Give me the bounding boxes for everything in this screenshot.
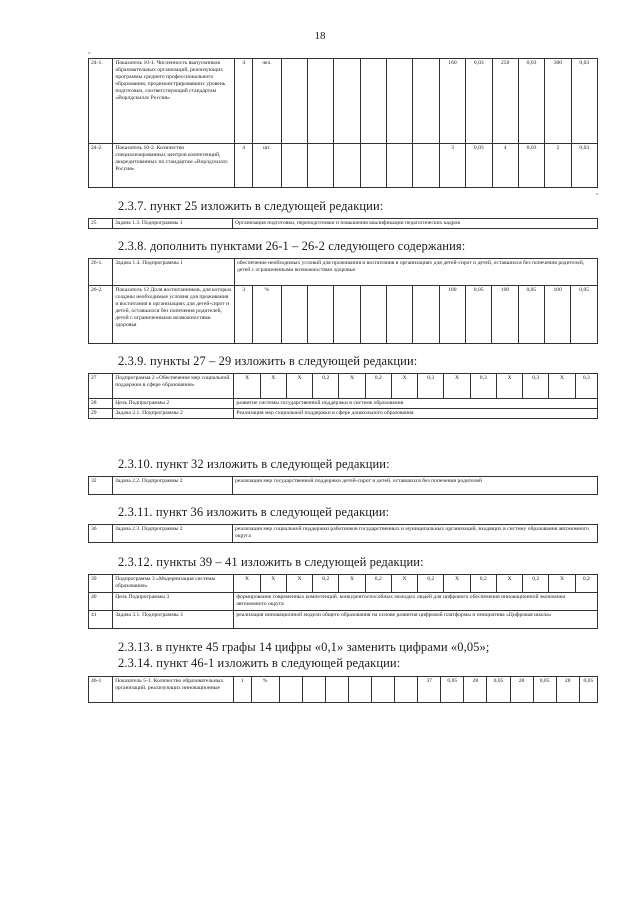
heading-2-3-9: 2.3.9. пункты 27 – 29 изложить в следующей редакции: xyxy=(118,354,418,368)
value-cell: 0,03 xyxy=(518,144,544,188)
row-number: 27 xyxy=(89,374,113,399)
value-cell: 0,03 xyxy=(518,59,544,144)
row-text: Реализация мер социальной поддержки в сфере дошкольного образования xyxy=(234,409,598,419)
value-cell xyxy=(360,144,386,188)
indicator-name: Показатель 12 Доля воспитанников, для которых созданы необходимые условия для проживания и воспитания в организациях для детей-сирот и детей, оставшихся без попечения родителей, детей с ограниченными возможностями здоровья xyxy=(113,286,235,344)
value-cell xyxy=(281,286,307,344)
value-cell: 0,3 xyxy=(575,374,597,399)
value-cell xyxy=(307,59,333,144)
value-cell xyxy=(395,677,418,703)
table-39 xyxy=(88,574,598,629)
value-cell: 0,2 xyxy=(418,575,444,593)
heading-2-3-13: 2.3.13. в пункте 45 графы 14 цифры «0,1» заменить цифрами «0,05»; xyxy=(118,640,490,654)
table-row xyxy=(89,259,598,286)
row-number: 36 xyxy=(89,525,113,543)
table-27 xyxy=(88,373,598,419)
row-number: 26-1. xyxy=(89,259,113,286)
value-cell: 0,05 xyxy=(571,286,598,344)
row-name: Задача 2.1. Подпрограммы 2 xyxy=(113,409,234,419)
value-cell xyxy=(334,144,360,188)
row-number: 24-1. xyxy=(89,59,113,144)
row-number: 25 xyxy=(89,219,113,229)
mark-cell: 4 xyxy=(235,144,253,188)
row-name: Подпрограмма 3 «Модернизация системы образования» xyxy=(113,575,234,593)
value-cell: X xyxy=(496,575,522,593)
unit-cell: шт. xyxy=(253,144,281,188)
unit-cell: чел. xyxy=(253,59,281,144)
unit-cell: % xyxy=(251,677,279,703)
value-cell: X xyxy=(286,374,312,399)
mark-cell: 3 xyxy=(234,286,252,344)
row-text: реализация мер государственной поддержки детей-сирот и детей, оставшихся без попечения родителей xyxy=(233,477,598,495)
value-cell xyxy=(348,677,371,703)
value-cell: X xyxy=(260,374,286,399)
value-cell: 0,05 xyxy=(465,286,491,344)
table-24 xyxy=(88,58,598,188)
quote-close-marker: » xyxy=(596,192,599,197)
value-cell: X xyxy=(391,575,417,593)
table-25 xyxy=(88,218,598,229)
value-cell xyxy=(386,286,412,344)
table-32 xyxy=(88,476,598,495)
row-name: Цель Подпрограммы 3 xyxy=(113,593,234,611)
table-row xyxy=(89,575,598,593)
value-cell: 0,2 xyxy=(365,374,391,399)
value-cell: 0,05 xyxy=(518,286,544,344)
row-name: Подпрограмма 2 «Обеспечение мер социальной поддержки в сфере образования» xyxy=(113,374,234,399)
value-cell: 2 xyxy=(545,144,571,188)
row-number: 29 xyxy=(89,409,113,419)
value-cell: X xyxy=(339,575,365,593)
value-cell: 0,03 xyxy=(466,59,492,144)
row-number: 24-2. xyxy=(89,144,113,188)
table-row xyxy=(89,219,598,229)
value-cell: 100 xyxy=(545,286,571,344)
row-number: 39 xyxy=(89,575,113,593)
value-cell: 0,2 xyxy=(470,575,496,593)
value-cell: 28 xyxy=(510,677,533,703)
value-cell: 0,3 xyxy=(470,374,496,399)
table-row xyxy=(89,374,598,399)
value-cell: X xyxy=(260,575,286,593)
value-cell xyxy=(307,144,333,188)
indicator-name: Показатель 10-2. Количество специализированных центров компетенций, аккредитованных по стандартам «Ворлдскиллс Россия» xyxy=(113,144,235,188)
row-name: Задача 3.1. Подпрограммы 3 xyxy=(113,611,234,629)
table-row xyxy=(89,593,598,611)
heading-2-3-11: 2.3.11. пункт 36 изложить в следующей редакции: xyxy=(118,505,390,519)
value-cell xyxy=(281,59,307,144)
value-cell xyxy=(325,677,348,703)
value-cell: X xyxy=(496,374,522,399)
table-26 xyxy=(88,258,598,344)
table-row xyxy=(89,286,598,344)
value-cell xyxy=(334,286,360,344)
value-cell: X xyxy=(234,575,260,593)
row-text: обеспечение необходимых условий для проживания и воспитания в организациях для детей-сирот и детей, оставшихся без попечения родителей, детей с ограниченными возможностями здоровья xyxy=(234,259,597,286)
row-name: Задача 1.4. Подпрограммы 1 xyxy=(113,259,235,286)
value-cell: 250 xyxy=(492,59,518,144)
row-number: 41 xyxy=(89,611,113,629)
value-cell: 3 xyxy=(439,144,465,188)
value-cell: 0,05 xyxy=(441,677,464,703)
value-cell: 4 xyxy=(492,144,518,188)
value-cell: 160 xyxy=(439,59,465,144)
value-cell: 0,2 xyxy=(523,575,549,593)
value-cell: 28 xyxy=(556,677,579,703)
table-row xyxy=(89,611,598,629)
table-row xyxy=(89,677,598,703)
value-cell: 37 xyxy=(418,677,441,703)
value-cell: 300 xyxy=(545,59,571,144)
value-cell: 0,3 xyxy=(418,374,444,399)
row-text: Организация подготовки, переподготовки и повышения квалификации педагогических кадров xyxy=(233,219,598,229)
row-number: 26-2. xyxy=(89,286,113,344)
value-cell: 28 xyxy=(464,677,487,703)
mark-cell: 1 xyxy=(233,677,251,703)
row-name: Задача 1.3. Подпрограммы 1 xyxy=(113,219,233,229)
row-number: 28 xyxy=(89,399,113,409)
page-number: 18 xyxy=(314,30,326,42)
value-cell xyxy=(387,59,413,144)
value-cell: X xyxy=(234,374,260,399)
table-36 xyxy=(88,524,598,543)
value-cell: 100 xyxy=(492,286,518,344)
value-cell: 100 xyxy=(439,286,465,344)
value-cell xyxy=(281,144,307,188)
value-cell xyxy=(302,677,325,703)
value-cell xyxy=(360,59,386,144)
value-cell: X xyxy=(444,374,470,399)
table-row xyxy=(89,144,598,188)
row-text: реализация инновационной модели общего образования на основе развития цифровой платформы и инициатива «Цифровая школа» xyxy=(234,611,598,629)
value-cell xyxy=(413,59,439,144)
value-cell: X xyxy=(339,374,365,399)
row-text: формирование современных компетенций, конкурентоспособных молодых людей для цифрового обеспечения инновационной экономики автономного округа xyxy=(234,593,598,611)
value-cell: 0,03 xyxy=(466,144,492,188)
value-cell xyxy=(387,144,413,188)
value-cell: 0,2 xyxy=(365,575,391,593)
value-cell: 0,03 xyxy=(571,144,597,188)
value-cell xyxy=(360,286,386,344)
table-row xyxy=(89,525,598,543)
value-cell: X xyxy=(286,575,312,593)
heading-2-3-12: 2.3.12. пункты 39 – 41 изложить в следующей редакции: xyxy=(118,555,424,569)
heading-2-3-14: 2.3.14. пункт 46-1 изложить в следующей редакции: xyxy=(118,656,401,670)
table-row xyxy=(89,477,598,495)
value-cell: 0,2 xyxy=(575,575,597,593)
value-cell xyxy=(307,286,333,344)
unit-cell: % xyxy=(253,286,281,344)
value-cell xyxy=(413,144,439,188)
indicator-name: Показатель 10-1. Численность выпускников образовательных организаций, реализующих программы среднего профессионального образования, продемонстрировавших уровень подготовки, соответствующий стандартам «Ворлдскиллс Россия» xyxy=(113,59,235,144)
value-cell: 0,05 xyxy=(533,677,556,703)
value-cell: 0,3 xyxy=(523,374,549,399)
heading-2-3-7: 2.3.7. пункт 25 изложить в следующей редакции: xyxy=(118,199,384,213)
row-number: 46-1 xyxy=(89,677,113,703)
quote-open-marker: « xyxy=(88,51,91,56)
row-text: развитие системы государственной поддержки в системе образования xyxy=(234,399,598,409)
mark-cell: 4 xyxy=(235,59,253,144)
value-cell: 0,05 xyxy=(487,677,510,703)
value-cell: X xyxy=(391,374,417,399)
table-row xyxy=(89,399,598,409)
row-text: реализация мер социальной поддержки работников государственных и муниципальных организаций, входящих в систему образования автономного округа xyxy=(233,525,598,543)
indicator-name: Показатель 5-1. Количество образовательных организаций, реализующих инновационные xyxy=(113,677,233,703)
table-row xyxy=(89,409,598,419)
heading-2-3-10: 2.3.10. пункт 32 изложить в следующей редакции: xyxy=(118,457,390,471)
value-cell: 0,05 xyxy=(579,677,597,703)
row-name: Цель Подпрограммы 2 xyxy=(113,399,234,409)
row-name: Задача 2.3. Подпрограммы 2 xyxy=(113,525,233,543)
row-number: 32 xyxy=(89,477,113,495)
table-46-1 xyxy=(88,676,598,703)
value-cell: 0,2 xyxy=(313,374,339,399)
row-number: 40 xyxy=(89,593,113,611)
heading-2-3-8: 2.3.8. дополнить пунктами 26-1 – 26-2 следующего содержания: xyxy=(118,239,466,253)
value-cell xyxy=(334,59,360,144)
value-cell: X xyxy=(549,374,575,399)
value-cell xyxy=(372,677,395,703)
row-name: Задача 2.2. Подпрограммы 2 xyxy=(113,477,233,495)
value-cell: X xyxy=(444,575,470,593)
value-cell: 0,03 xyxy=(571,59,597,144)
value-cell: 0,2 xyxy=(313,575,339,593)
value-cell xyxy=(279,677,302,703)
value-cell xyxy=(413,286,439,344)
value-cell: X xyxy=(549,575,575,593)
table-row xyxy=(89,59,598,144)
